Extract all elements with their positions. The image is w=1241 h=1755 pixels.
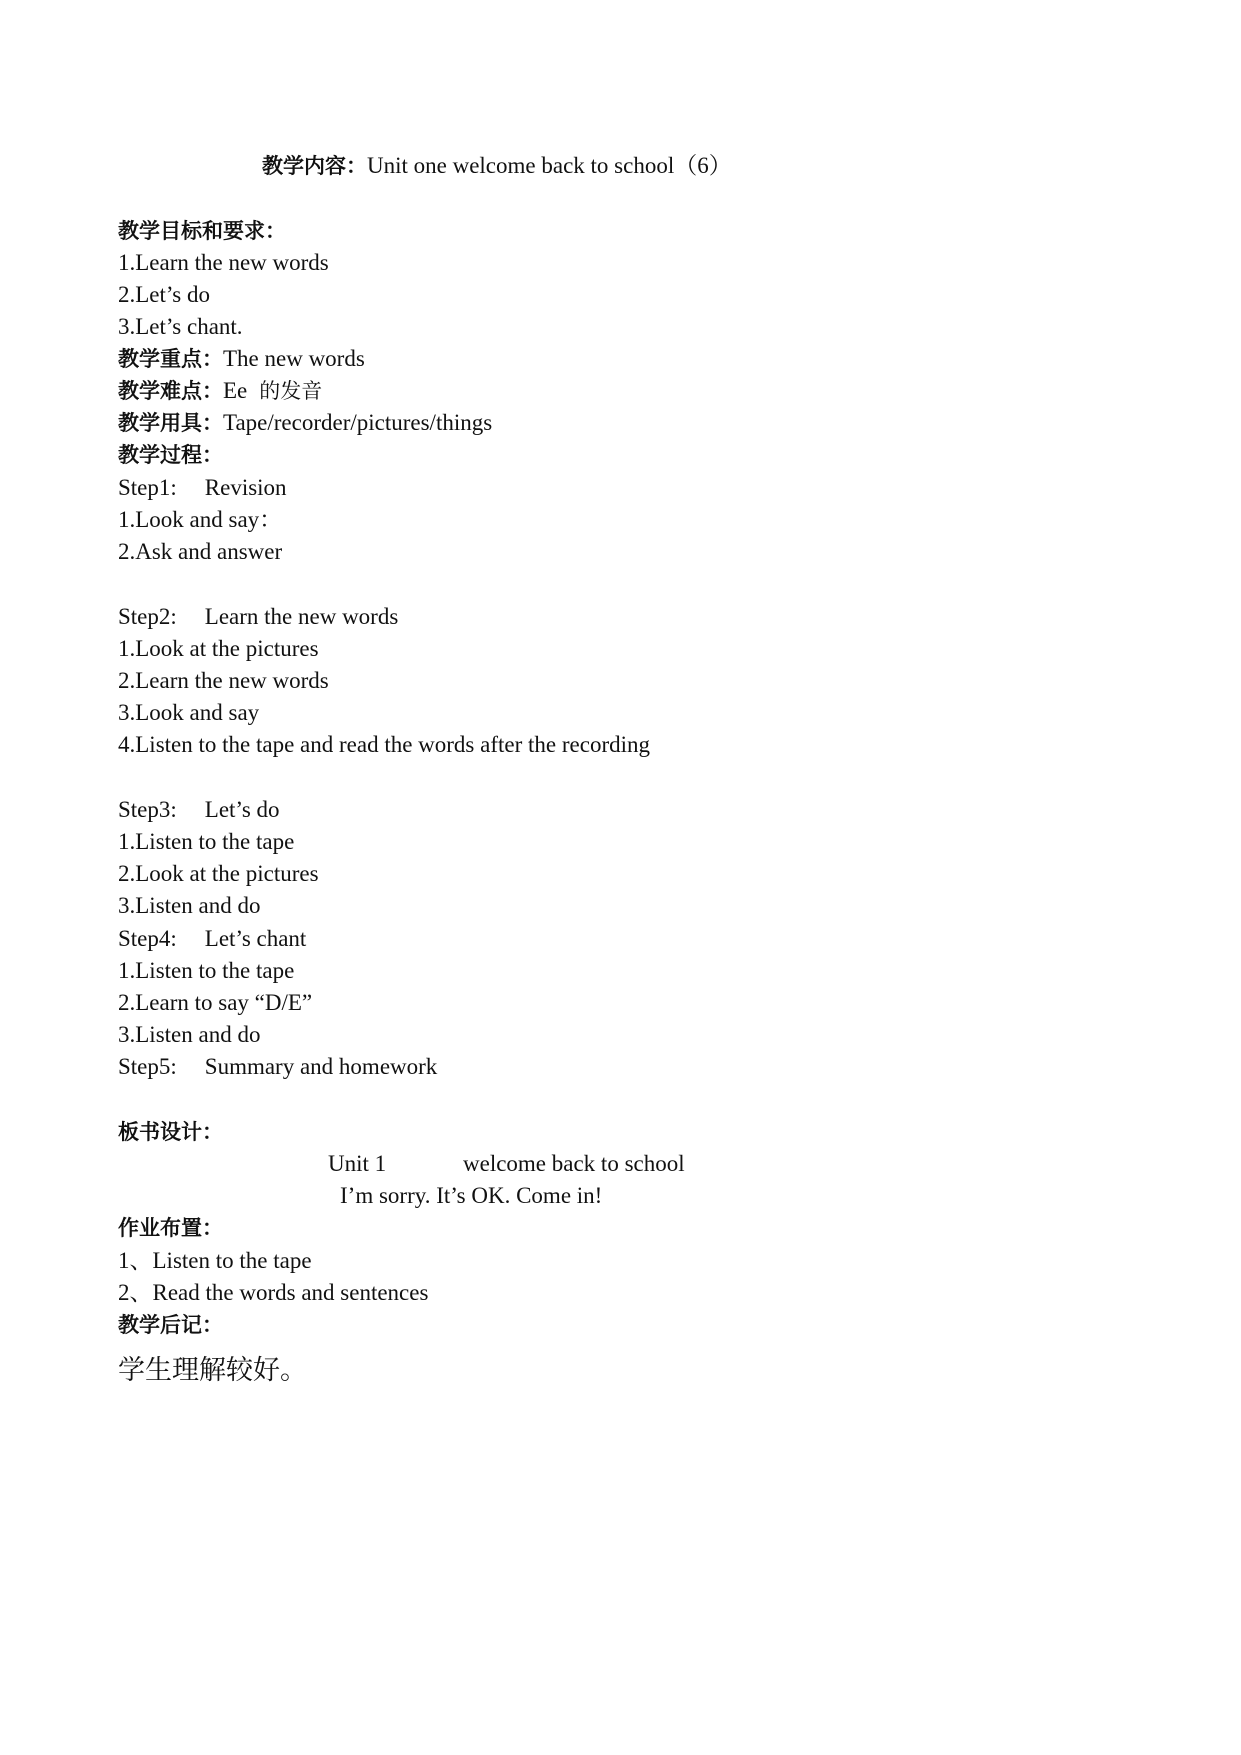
step-item: 3.Look and say [118,700,260,725]
step-heading [118,796,280,824]
objectives-heading: 教学目标和要求： [118,219,286,243]
step-label: Step5: [118,1054,177,1079]
process-heading: 教学过程： [118,443,223,467]
step-title: Let’s do [204,797,280,822]
step-item: 2.Look at the pictures [118,861,319,886]
step-item: 4.Listen to the tape and read the words after the recording [118,732,650,757]
step-label: Step4: [118,926,177,951]
tools-text: Tape/recorder/pictures/things [223,410,493,435]
reflection-text: 学生理解较好。 [118,1355,307,1386]
objective-item: 3.Let’s chant. [118,314,243,339]
teaching-tools [118,409,492,437]
reflection-heading: 教学后记： [118,1313,223,1337]
board-unit: Unit 1 [328,1151,387,1176]
step-item: 2.Ask and answer [118,539,283,564]
step-item: 1.Look and say： [118,507,283,532]
step-item: 3.Listen and do [118,1022,261,1047]
difficulty-text-cn: 的发音 [259,379,323,403]
step-heading [118,474,287,502]
step-heading [118,925,306,953]
homework-heading: 作业布置： [118,1216,223,1240]
step-title: Revision [204,475,287,500]
objective-item: 1.Learn the new words [118,250,329,275]
step-item: 2.Learn to say “D/E” [118,990,313,1015]
step-heading [118,603,398,631]
homework-item: 2、Read the words and sentences [118,1280,429,1305]
difficulty-text: Ee [223,378,248,403]
title-text: Unit one welcome back to school（6） [367,153,732,178]
step-item: 1.Look at the pictures [118,636,319,661]
step-title: Learn the new words [204,604,399,629]
key-point-text: The new words [223,346,365,371]
lesson-title [262,152,732,180]
difficulty [118,377,322,405]
difficulty-label: 教学难点： [118,379,223,403]
homework-item: 1、Listen to the tape [118,1248,312,1273]
step-item: 1.Listen to the tape [118,958,295,983]
key-point [118,345,365,373]
step-item: 1.Listen to the tape [118,829,295,854]
board-topic: welcome back to school [463,1151,685,1176]
step-title: Summary and homework [204,1054,438,1079]
step-title: Let’s chant [204,926,307,951]
step-item: 2.Learn the new words [118,668,329,693]
step-label: Step3: [118,797,177,822]
step-item: 3.Listen and do [118,893,261,918]
title-label: 教学内容： [262,154,367,178]
board-heading: 板书设计： [118,1120,223,1144]
key-point-label: 教学重点： [118,347,223,371]
step-heading [118,1053,437,1081]
step-label: Step2: [118,604,177,629]
tools-label: 教学用具： [118,411,223,435]
board-sentence: I’m sorry. It’s OK. Come in! [340,1183,603,1208]
objective-item: 2.Let’s do [118,282,210,307]
step-label: Step1: [118,475,177,500]
